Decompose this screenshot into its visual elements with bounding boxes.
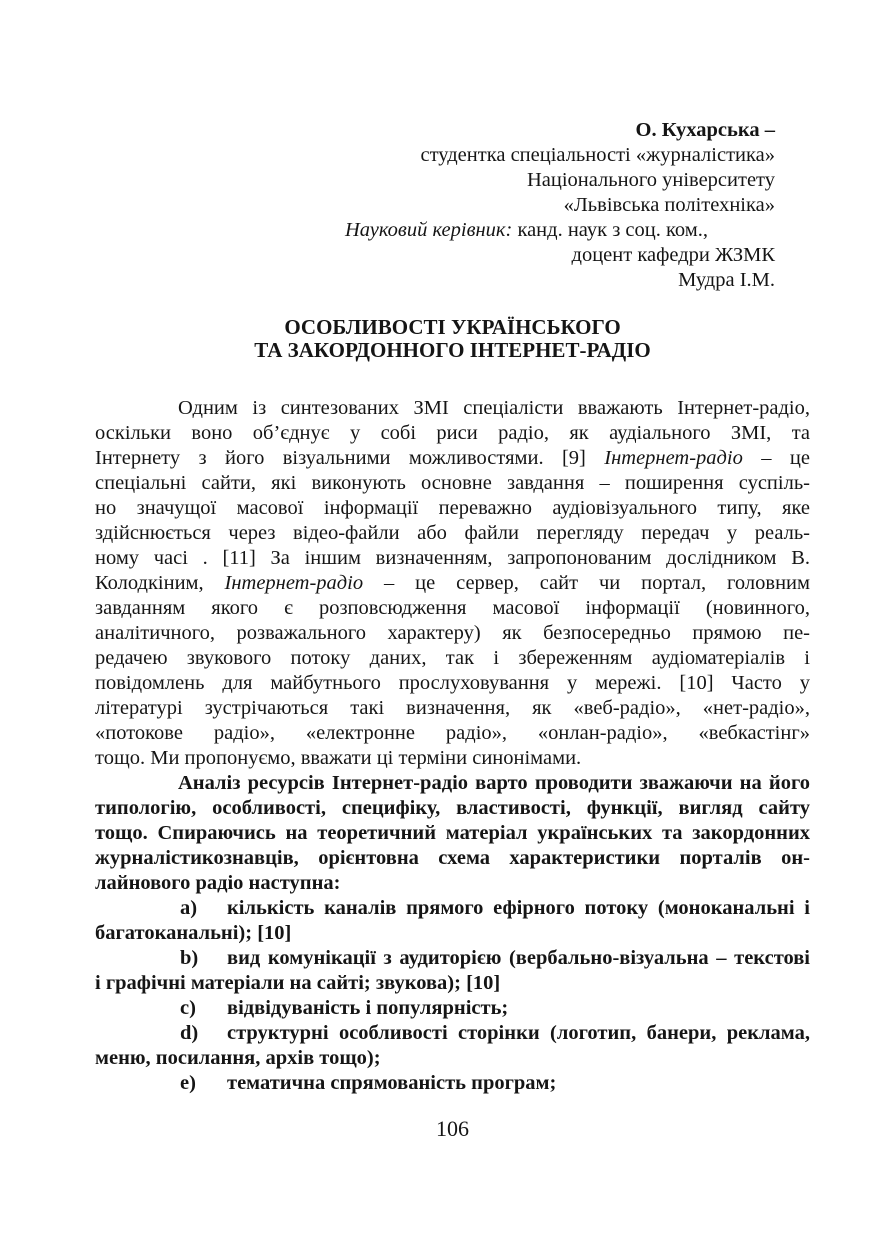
text-line (95, 671, 810, 696)
text-segment: Інтернету з його візуальними можливостями. [9] (95, 447, 605, 469)
text-segment: багатоканальні); [10] (95, 922, 292, 944)
list-item-e (95, 1071, 810, 1096)
text-line (95, 1046, 810, 1071)
text-segment: вид комунікації з аудиторією (вербально-візуальна – текстові (227, 947, 810, 969)
text-segment: «Львівська політехніка» (563, 194, 775, 216)
text-line (95, 1021, 810, 1046)
text-segment: спеціальні сайти, які виконують основне завдання – поширення суспіль- (95, 472, 810, 494)
text-segment: – це сервер, сайт чи портал, головним (363, 572, 810, 594)
article-title-line-2: ТА ЗАКОРДОННОГО ІНТЕРНЕТ-РАДІО (254, 338, 651, 362)
text-segment: Колодкіним, (95, 572, 225, 594)
text-segment: тематична спрямованість програм; (227, 1072, 557, 1094)
list-item-d (95, 1021, 810, 1071)
text-segment: редачею звукового потоку даних, так і збереженням аудіоматеріалів і (95, 647, 810, 669)
text-line (95, 821, 810, 846)
text-segment: но значущої масової інформації переважно аудіовізуального типу, яке (95, 497, 810, 519)
text-segment: кількість каналів прямого ефірного потоку (моноканальні і (227, 897, 810, 919)
list-item-label: b) (180, 947, 199, 969)
text-line (95, 696, 810, 721)
author-line (95, 143, 775, 168)
text-line (95, 571, 810, 596)
text-segment: літературі зустрічаються такі визначення, як «веб-радіо», «нет-радіо», (95, 697, 810, 719)
author-block (95, 118, 775, 293)
article-title (95, 316, 810, 362)
text-segment: Мудра І.М. (678, 269, 775, 291)
text-line (95, 471, 810, 496)
text-segment: журналістикознавців, орієнтовна схема характеристики порталів он- (95, 847, 810, 869)
text-segment: О. Кухарська – (635, 119, 775, 141)
author-line (95, 193, 775, 218)
text-segment: Аналіз ресурсів Інтернет-радіо варто проводити зважаючи на його (178, 772, 810, 794)
article-body (95, 396, 810, 1096)
page-number: 106 (436, 1116, 469, 1141)
text-segment: оскільки воно об’єднує у собі риси радіо, як аудіального ЗМІ, та (95, 422, 810, 444)
text-line (95, 421, 810, 446)
list-item-label: d) (180, 1022, 199, 1044)
text-segment: відвідуваність і популярність; (227, 997, 509, 1019)
author-line (95, 243, 775, 268)
text-line (95, 446, 810, 471)
text-segment: Науковий керівник: (344, 219, 518, 241)
text-segment: структурні особливості сторінки (логотип, банери, реклама, (227, 1022, 810, 1044)
text-segment: Інтернет-радіо (604, 447, 743, 469)
text-segment: студентка спеціальності «журналістика» (420, 144, 775, 166)
text-segment: повідомлень для майбутнього прослуховування у мережі. [10] Часто у (95, 672, 810, 694)
author-line (95, 168, 775, 193)
text-line (95, 846, 810, 871)
text-line (95, 1071, 810, 1096)
text-line (95, 521, 810, 546)
text-line (95, 896, 810, 921)
text-line (95, 721, 810, 746)
text-segment: лайнового радіо наступна: (95, 872, 341, 894)
text-line (95, 646, 810, 671)
text-segment: і графічні матеріали на сайті; звукова); [10] (95, 972, 501, 994)
text-line (95, 921, 810, 946)
text-segment: «потокове радіо», «електронне радіо», «онлан-радіо», «вебкастінг» (95, 722, 810, 744)
text-line (95, 871, 810, 896)
text-line (95, 971, 810, 996)
text-line (95, 946, 810, 971)
text-segment: ному часі . [11] За іншим визначенням, запропонованим дослідником В. (95, 547, 810, 569)
text-line (95, 996, 810, 1021)
paragraph-2 (95, 771, 810, 896)
text-segment: здійснюється через відео-файли або файли перегляду передач у реаль- (95, 522, 810, 544)
text-line (95, 396, 810, 421)
text-segment: меню, посилання, архів тощо); (95, 1047, 381, 1069)
list-item-label: a) (180, 897, 198, 919)
text-segment: тощо. Спираючись на теоретичний матеріал українських та закордонних (95, 822, 810, 844)
text-segment: канд. наук з соц. ком., (517, 219, 708, 241)
text-line (95, 596, 810, 621)
text-line (95, 796, 810, 821)
text-segment: Національного університету (526, 169, 775, 191)
list-item-a (95, 896, 810, 946)
list-item-label: e) (180, 1072, 196, 1094)
author-line (95, 118, 775, 143)
text-segment: Інтернет-радіо (224, 572, 364, 594)
text-line (95, 746, 810, 771)
text-column (95, 0, 810, 1240)
text-segment: типологію, особливості, специфіку, властивості, функції, вигляд сайту (95, 797, 810, 819)
text-segment: завданням якого є розповсюдження масової інформації (новинного, (95, 597, 810, 619)
paragraph-1 (95, 396, 810, 771)
text-segment: аналітичного, розважального характеру) як безпосередньо прямою пе- (95, 622, 810, 644)
list-item-label: c) (180, 997, 196, 1019)
text-line (95, 771, 810, 796)
article-title-line-1: ОСОБЛИВОСТІ УКРАЇНСЬКОГО (284, 315, 621, 339)
text-segment: Одним із синтезованих ЗМІ спеціалісти вважають Інтернет-радіо, (178, 397, 810, 419)
author-line (95, 268, 775, 293)
text-line (95, 621, 810, 646)
text-segment: доцент кафедри ЖЗМК (571, 244, 775, 266)
text-line (95, 496, 810, 521)
text-line (95, 546, 810, 571)
author-line (95, 218, 775, 243)
list-item-b (95, 946, 810, 996)
list-item-c (95, 996, 810, 1021)
text-segment: тощо. Ми пропонуємо, вважати ці терміни синонімами. (95, 747, 582, 769)
text-segment: – це (742, 447, 810, 469)
